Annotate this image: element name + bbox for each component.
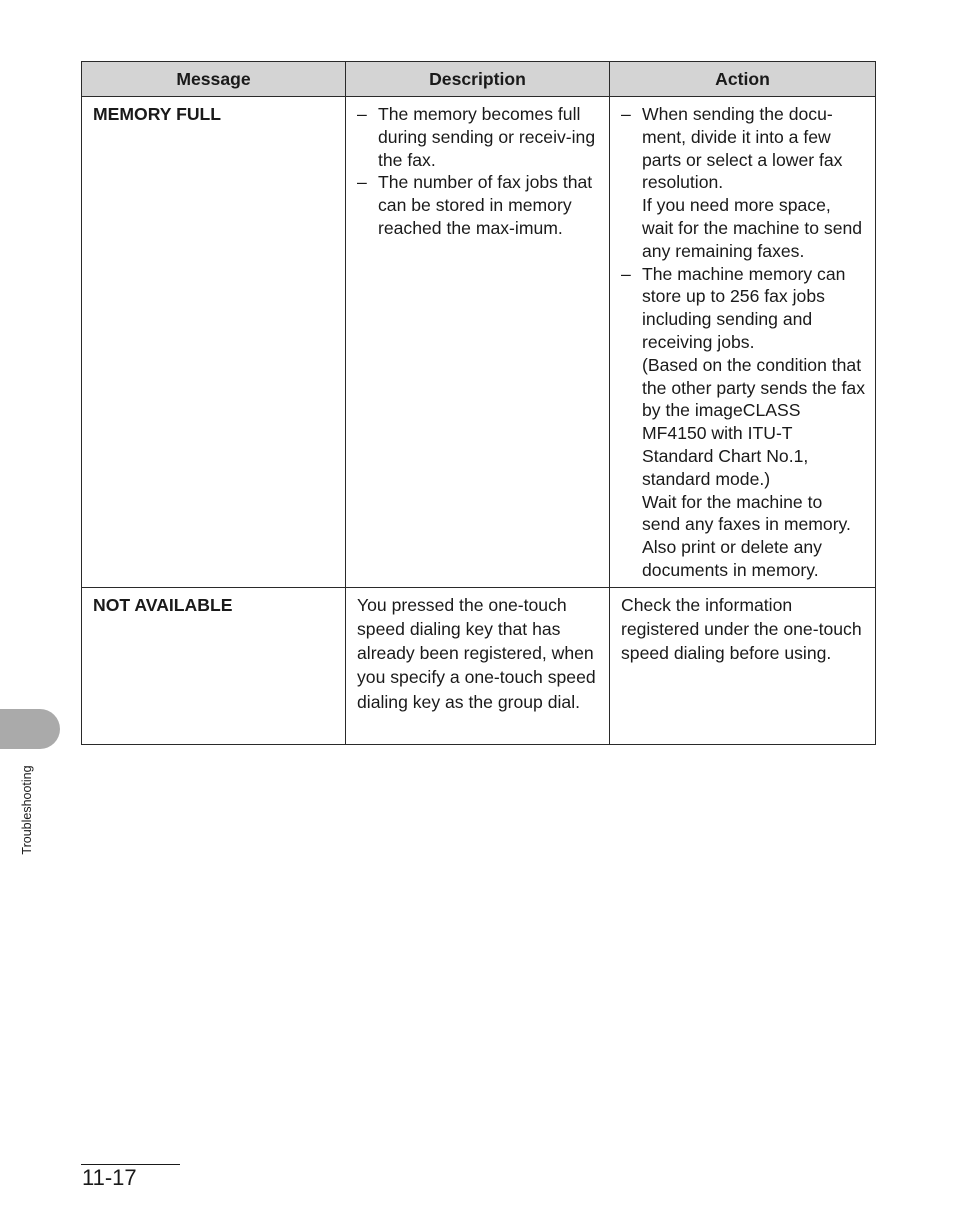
description-item bbox=[357, 171, 599, 239]
chapter-tab bbox=[0, 709, 60, 749]
chapter-label: Troubleshooting bbox=[20, 765, 34, 855]
description-cell bbox=[346, 97, 610, 588]
message-cell: MEMORY FULL bbox=[82, 97, 346, 588]
action-cell: Check the information registered under the one-touch speed dialing before using. bbox=[610, 587, 876, 744]
description-text: The memory becomes full during sending or receiv-ing the fax. bbox=[378, 104, 596, 170]
description-cell: You pressed the one-touch speed dialing key that has already been registered, when you specify a one-touch speed dialing key as the group dial. bbox=[346, 587, 610, 744]
dash-bullet: – bbox=[357, 104, 367, 124]
table-row-memory-full bbox=[82, 97, 876, 588]
header-description: Description bbox=[346, 62, 610, 97]
table-header-row bbox=[82, 62, 876, 97]
action-text: If you need more space, wait for the machine to send any remaining faxes. bbox=[642, 195, 863, 261]
action-cell bbox=[610, 97, 876, 588]
action-list bbox=[621, 103, 865, 582]
header-message: Message bbox=[82, 62, 346, 97]
description-item bbox=[357, 103, 599, 171]
action-text: Wait for the machine to send any faxes in memory. Also print or delete any documents in memory. bbox=[642, 491, 851, 580]
message-cell: NOT AVAILABLE bbox=[82, 587, 346, 744]
action-text: When sending the docu-ment, divide it into a few parts or select a lower fax resolution. bbox=[642, 104, 843, 193]
action-item bbox=[621, 103, 865, 263]
dash-bullet: – bbox=[621, 263, 631, 284]
action-text: The machine memory can store up to 256 fax jobs including sending and receiving jobs. bbox=[642, 263, 846, 352]
troubleshooting-table bbox=[81, 61, 876, 745]
action-item bbox=[621, 263, 865, 582]
header-action: Action bbox=[610, 62, 876, 97]
action-text: (Based on the condition that the other party sends the fax by the imageCLASS MF4150 with ITU-T Standard Chart No.1, standard mode.) bbox=[642, 354, 865, 489]
description-list bbox=[357, 103, 599, 240]
page-number: 11-17 bbox=[82, 1165, 137, 1190]
dash-bullet: – bbox=[357, 172, 367, 193]
table-row-not-available bbox=[82, 587, 876, 744]
description-text: The number of fax jobs that can be stored in memory reached the max-imum. bbox=[378, 172, 593, 238]
dash-bullet: – bbox=[621, 104, 631, 124]
